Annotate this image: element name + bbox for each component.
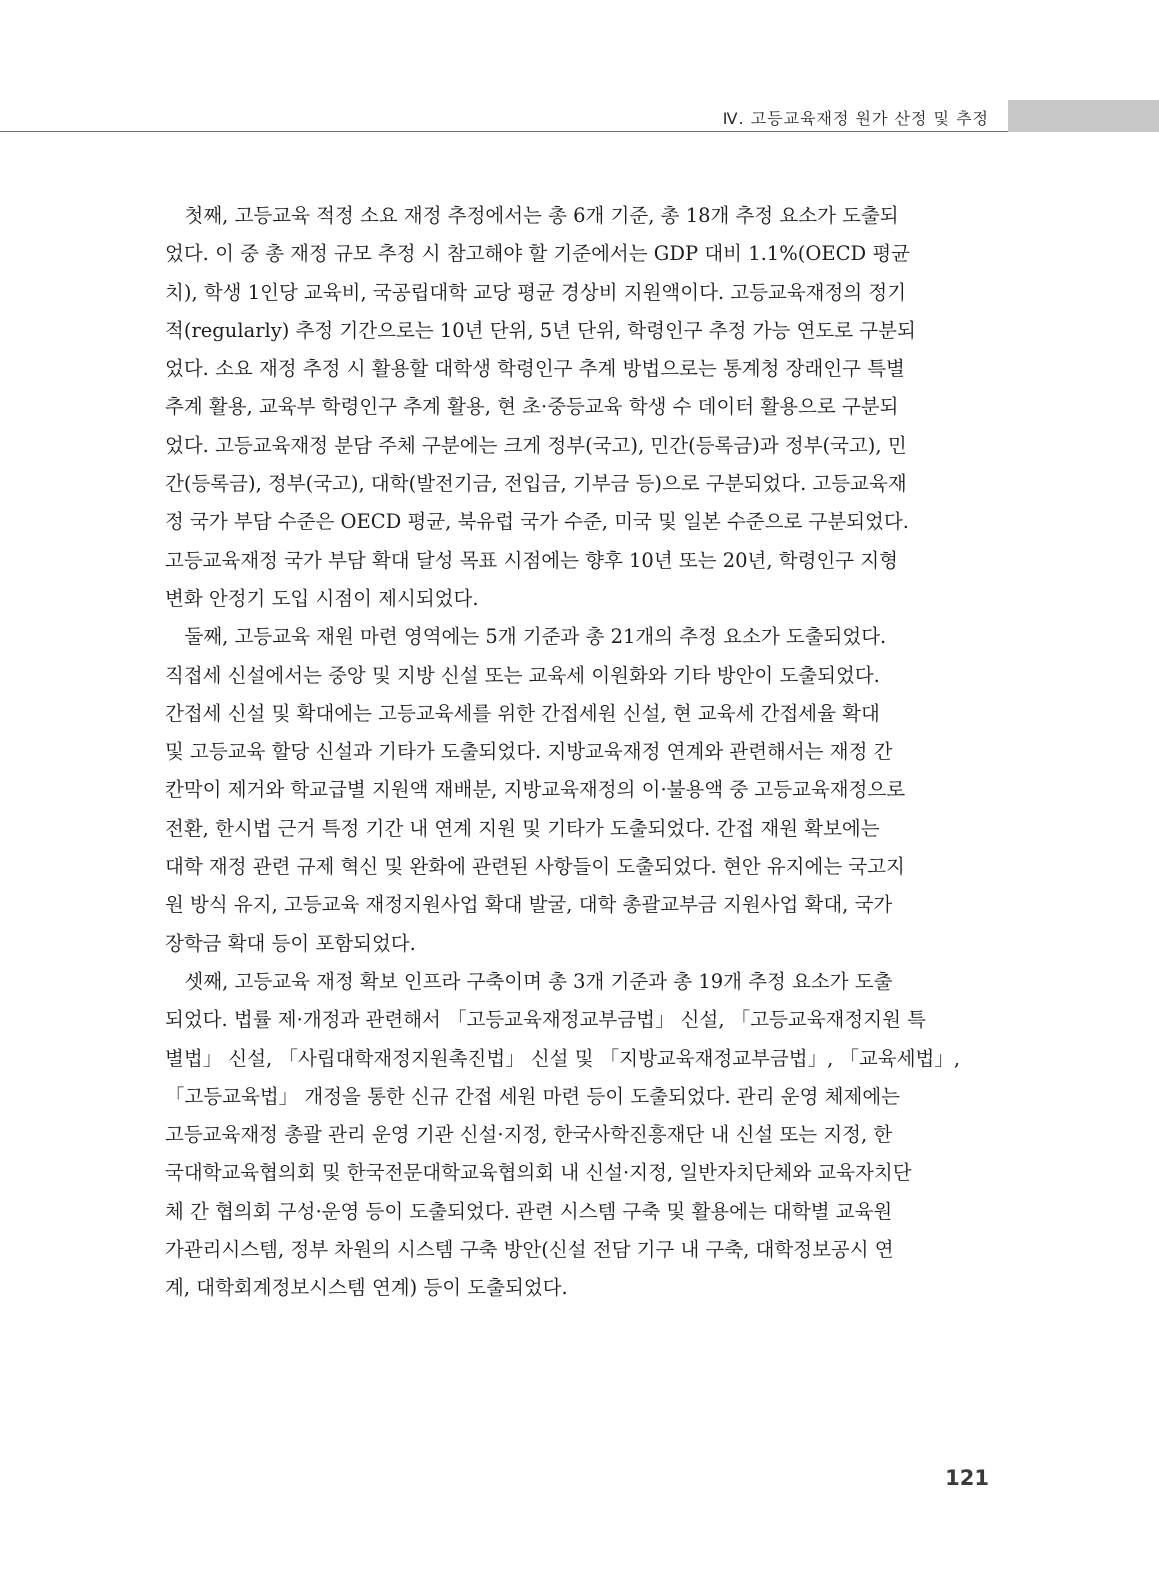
text-line: 전환, 한시법 근거 특정 기간 내 연계 지원 및 기타가 도출되었다. 간접 재원 확보에는 [165,816,880,840]
text-line: 칸막이 제거와 학교급별 지원액 재배분, 지방교육재정의 이·불용액 중 고등교육재정으로 [165,778,906,802]
text-line: 셋째, 고등교육 재정 확보 인프라 구축이며 총 3개 기준과 총 19개 추정 요소가 도출 [165,969,893,993]
text-line: 간(등록금), 정부(국고), 대학(발전기금, 전입금, 기부금 등)으로 구분되었다. 고등교육재 [165,472,907,496]
text-line: 및 고등교육 할당 신설과 기타가 도출되었다. 지방교육재정 연계와 관련해서는 재정 간 [165,740,893,764]
text-line: 었다. 이 중 총 재정 규모 추정 시 참고해야 할 기준에서는 GDP 대비 1.1%(OECD 평균 [165,242,910,266]
text-line: 직접세 신설에서는 중앙 및 지방 신설 또는 교육세 이원화와 기타 방안이 도출되었다. [165,663,880,687]
text-line: 장학금 확대 등이 포함되었다. [165,931,416,955]
text-line: 치), 학생 1인당 교육비, 국공립대학 교당 평균 경상비 지원액이다. 고등교육재정의 정기 [165,280,907,304]
text-line: 간접세 신설 및 확대에는 고등교육세를 위한 간접세원 신설, 현 교육세 간접세율 확대 [165,701,880,725]
running-header [0,100,1159,133]
page-number: 121 [945,1466,989,1490]
text-line: 정 국가 부담 수준은 OECD 평균, 북유럽 국가 수준, 미국 및 일본 수준으로 구분되었다. [165,510,909,534]
chapter-title: Ⅳ. 고등교육재정 원가 산정 및 추정 [722,109,989,128]
text-line: 변화 안정기 도입 시점이 제시되었다. [165,586,479,610]
header-rule [0,131,1008,132]
text-line: 되었다. 법률 제·개정과 관련해서 「고등교육재정교부금법」 신설, 「고등교육재정지원 특 [165,1008,926,1032]
text-line: 별법」 신설, 「사립대학재정지원촉진법」 신설 및 「지방교육재정교부금법」, 「교육세법」, [165,1046,961,1070]
body-text [165,197,993,1308]
header-tab-block [1008,100,1159,132]
text-line: 첫째, 고등교육 적정 소요 재정 추정에서는 총 6개 기준, 총 18개 추정 요소가 도출되 [165,204,899,227]
text-line: 원 방식 유지, 고등교육 재정지원사업 확대 발굴, 대학 총괄교부금 지원사업 확대, 국가 [165,893,893,917]
text-line: 적(regularly) 추정 기간으로는 10년 단위, 5년 단위, 학령인구 추정 가능 연도로 구분되 [165,318,916,342]
text-line: 계, 대학회계정보시스템 연계) 등이 도출되었다. [165,1276,568,1300]
text-line: 가관리시스템, 정부 차원의 시스템 구축 방안(신설 전담 기구 내 구축, 대학정보공시 연 [165,1238,894,1262]
text-line: 고등교육재정 국가 부담 확대 달성 목표 시점에는 향후 10년 또는 20년, 학령인구 지형 [165,548,898,572]
text-line: 「고등교육법」 개정을 통한 신규 간접 세원 마련 등이 도출되었다. 관리 운영 체제에는 [165,1084,901,1108]
text-line: 고등교육재정 총괄 관리 운영 기관 신설·지정, 한국사학진흥재단 내 신설 또는 지정, 한 [165,1123,893,1147]
text-line: 추계 활용, 교육부 학령인구 추계 활용, 현 초·중등교육 학생 수 데이터 활용으로 구분되 [165,395,899,419]
text-line: 국대학교육협의회 및 한국전문대학교육협의회 내 신설·지정, 일반자치단체와 교육자치단 [165,1161,912,1185]
text-line: 었다. 소요 재정 추정 시 활용할 대학생 학령인구 추계 방법으로는 통계청 장래인구 특별 [165,357,905,381]
text-line: 둘째, 고등교육 재원 마련 영역에는 5개 기준과 총 21개의 추정 요소가 도출되었다. [165,625,887,649]
text-line: 대학 재정 관련 규제 혁신 및 완화에 관련된 사항들이 도출되었다. 현안 유지에는 국고지 [165,855,905,879]
text-line: 었다. 고등교육재정 분담 주체 구분에는 크게 정부(국고), 민간(등록금)과 정부(국고), 민 [165,433,907,457]
text-line: 체 간 협의회 구성·운영 등이 도출되었다. 관련 시스템 구축 및 활용에는 대학별 교육원 [165,1199,893,1223]
